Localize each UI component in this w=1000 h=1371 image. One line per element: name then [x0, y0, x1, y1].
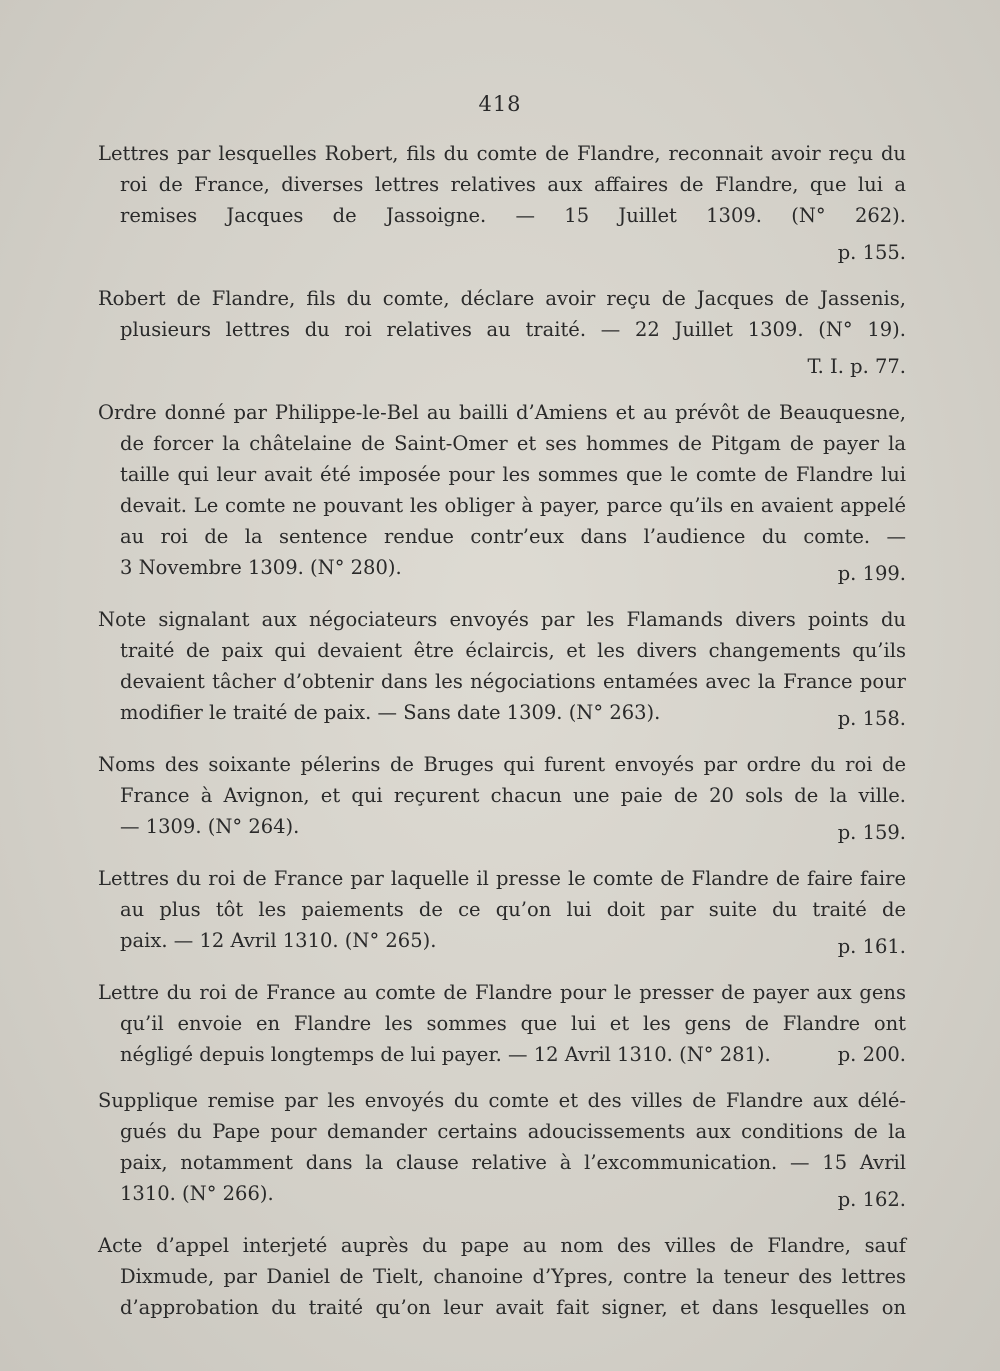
- page-number: 418: [478, 92, 522, 116]
- entry-reference-line: [98, 1178, 906, 1215]
- entry-text: Ordre donné par Philippe-le-Bel au bailli d’Amiens et au prévôt de Beauquesne, de forcer la châtelaine de Saint-Omer et ses hommes de Pitgam de payer la taille qui leur avait été imposée pour les sommes que le comte de Flandre lui devait. Le comte ne pouvant les obliger à payer, parce qu’ils en avaient appelé au roi de la sentence rendue contr’eux dans l’audience du comte. —: [98, 401, 906, 548]
- list-item: [98, 1230, 906, 1323]
- entry-tail: 1310. (N° 266).: [120, 1182, 274, 1205]
- entry-text: Lettres du roi de France par laquelle il presse le comte de Flandre de faire faire au plus tôt les paiements de ce qu’on lui doit par suite du traité de: [98, 867, 906, 921]
- list-item: [98, 397, 906, 589]
- entry-list: [98, 138, 906, 1338]
- entry-text: Lettre du roi de France au comte de Flandre pour le presser de payer aux gens qu’il envoie en Flandre les sommes que lui et les gens de Flandre ont: [98, 981, 906, 1035]
- entry-reference-line: [98, 697, 906, 734]
- list-item: [98, 863, 906, 962]
- entry-text: Noms des soixante pélerins de Bruges qui furent envoyés par ordre du roi de France à Avignon, et qui reçurent chacun une paie de 20 sols de la ville.: [98, 753, 906, 807]
- entry-reference-line: [98, 345, 906, 382]
- entry-text: Lettres par lesquelles Robert, fils du comte de Flandre, reconnait avoir reçu du roi de France, diverses lettres relatives aux affaires de Flandre, que lui a remises Jacques de Jassoigne. — 15 Juillet 1309. (N° 262).: [98, 142, 906, 227]
- entry-reference-line: [98, 925, 906, 962]
- page-reference: p. 158.: [837, 707, 906, 730]
- entry-text: Note signalant aux négociateurs envoyés par les Flamands divers points du traité de paix qui devaient être éclaircis, et les divers changements qu’ils devaient tâcher d’obtenir dans les négociations entamées avec la France pour: [98, 608, 906, 693]
- list-item: [98, 283, 906, 382]
- page-reference: p. 162.: [837, 1188, 906, 1211]
- list-item: [98, 604, 906, 734]
- entry-reference-line: [98, 811, 906, 848]
- entry-reference-line: [98, 552, 906, 589]
- page-reference: p. 155.: [837, 241, 906, 264]
- list-item: [98, 977, 906, 1070]
- list-item: [98, 1085, 906, 1215]
- page-reference: p. 199.: [837, 562, 906, 585]
- entry-tail: 3 Novembre 1309. (N° 280).: [120, 556, 402, 579]
- entry-tail: négligé depuis longtemps de lui payer. — 12 Avril 1310. (N° 281).: [120, 1043, 771, 1066]
- entry-tail: — 1309. (N° 264).: [120, 815, 300, 838]
- list-item: [98, 138, 906, 268]
- entry-reference-line: [98, 1039, 906, 1070]
- page-reference: p. 200.: [837, 1043, 906, 1066]
- entry-tail: paix. — 12 Avril 1310. (N° 265).: [120, 929, 437, 952]
- entry-tail: modifier le traité de paix. — Sans date 1309. (N° 263).: [120, 701, 661, 724]
- entry-text: Robert de Flandre, fils du comte, déclare avoir reçu de Jacques de Jassenis, plusieurs lettres du roi relatives au traité. — 22 Juillet 1309. (N° 19).: [98, 287, 906, 341]
- entry-reference-line: [98, 231, 906, 268]
- page-reference: p. 159.: [837, 821, 906, 844]
- list-item: [98, 749, 906, 848]
- entry-text: Acte d’appel interjeté auprès du pape au nom des villes de Flandre, sauf Dixmude, par Daniel de Tielt, chanoine d’Ypres, contre la teneur des lettres d’approbation du traité qu’on leur avait fait signer, et dans lesquelles on: [98, 1234, 906, 1319]
- page-reference: T. I. p. 77.: [807, 355, 906, 378]
- entry-text: Supplique remise par les envoyés du comte et des villes de Flandre aux délé-gués du Pape pour demander certains adoucissements aux conditions de la paix, notamment dans la clause relative à l’excommunication. — 15 Avril: [98, 1089, 906, 1174]
- page-reference: p. 161.: [837, 935, 906, 958]
